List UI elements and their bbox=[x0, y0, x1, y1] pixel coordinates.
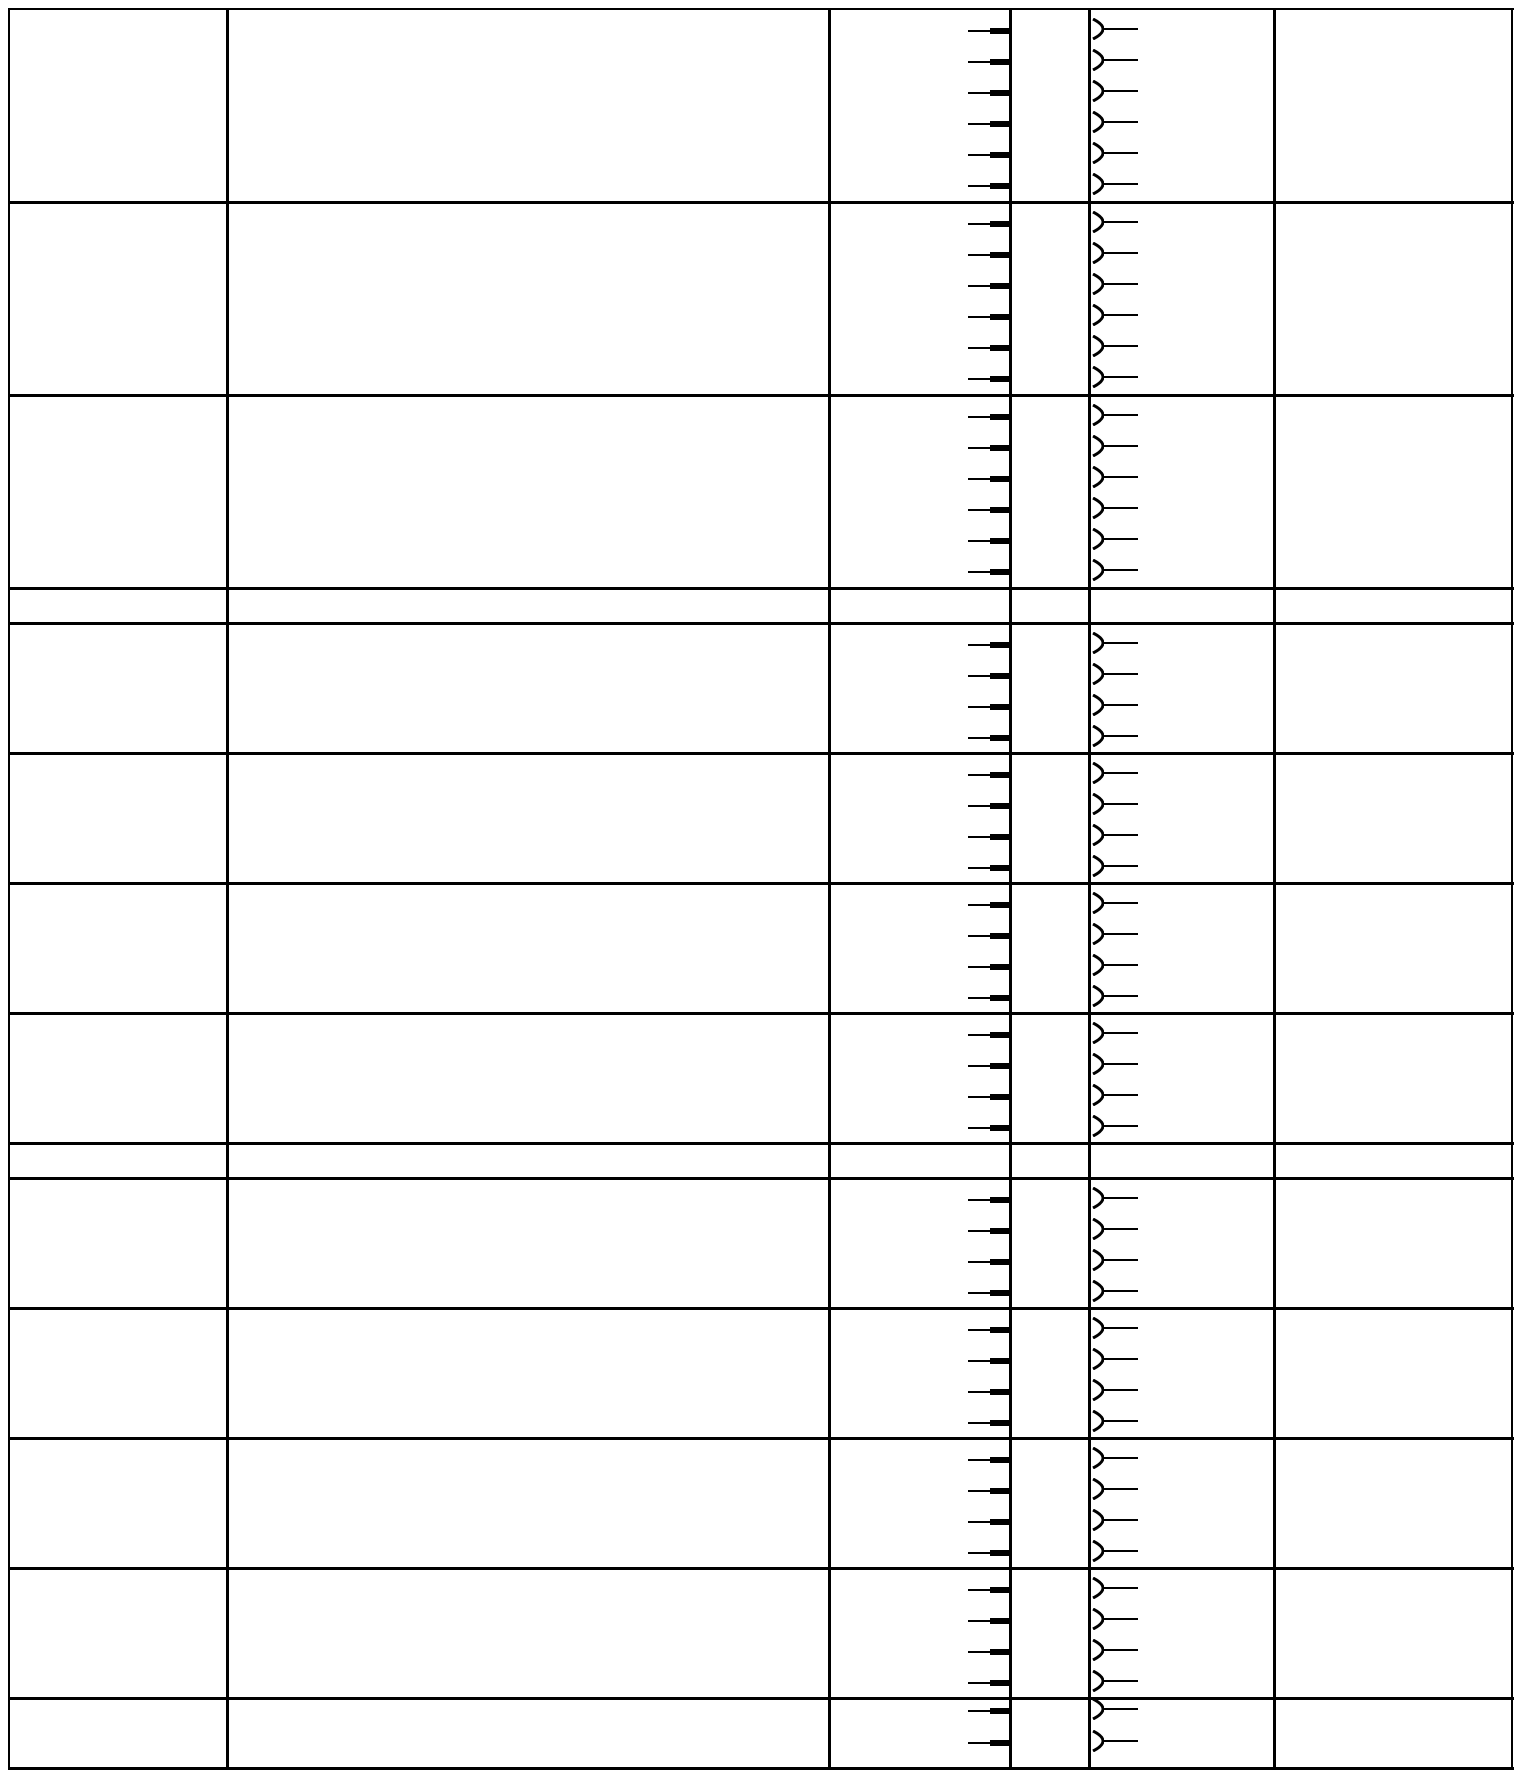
right-socket-icon bbox=[1092, 559, 1152, 585]
row-divider bbox=[8, 1437, 1514, 1440]
row-divider bbox=[8, 1767, 1514, 1770]
right-socket-icon bbox=[1092, 824, 1152, 850]
row-divider bbox=[8, 882, 1514, 885]
column-divider bbox=[8, 8, 10, 1770]
row-divider bbox=[8, 8, 1514, 10]
right-socket-icon bbox=[1092, 18, 1152, 44]
right-socket-icon bbox=[1092, 1084, 1152, 1110]
right-socket-icon bbox=[1092, 1187, 1152, 1213]
row-divider bbox=[8, 752, 1514, 755]
row-divider bbox=[8, 394, 1514, 397]
right-socket-icon bbox=[1092, 173, 1152, 199]
right-socket-icon bbox=[1092, 1608, 1152, 1634]
right-socket-icon bbox=[1092, 663, 1152, 689]
column-divider bbox=[1009, 8, 1012, 1770]
right-socket-icon bbox=[1092, 793, 1152, 819]
right-socket-icon bbox=[1092, 892, 1152, 918]
right-socket-icon bbox=[1092, 1218, 1152, 1244]
right-socket-icon bbox=[1092, 497, 1152, 523]
right-socket-icon bbox=[1092, 1478, 1152, 1504]
right-socket-icon bbox=[1092, 211, 1152, 237]
right-socket-icon bbox=[1092, 1577, 1152, 1603]
right-socket-icon bbox=[1092, 762, 1152, 788]
right-socket-icon bbox=[1092, 435, 1152, 461]
right-socket-icon bbox=[1092, 1639, 1152, 1665]
right-socket-icon bbox=[1092, 1540, 1152, 1566]
right-socket-icon bbox=[1092, 1249, 1152, 1275]
row-divider bbox=[8, 201, 1514, 204]
right-socket-icon bbox=[1092, 694, 1152, 720]
right-socket-icon bbox=[1092, 1348, 1152, 1374]
right-socket-icon bbox=[1092, 111, 1152, 137]
row-divider bbox=[8, 587, 1514, 590]
right-socket-icon bbox=[1092, 1022, 1152, 1048]
right-socket-icon bbox=[1092, 1447, 1152, 1473]
right-socket-icon bbox=[1092, 1053, 1152, 1079]
right-socket-icon bbox=[1092, 985, 1152, 1011]
column-divider bbox=[828, 8, 831, 1770]
right-socket-icon bbox=[1092, 923, 1152, 949]
right-socket-icon bbox=[1092, 1280, 1152, 1306]
row-divider bbox=[8, 1567, 1514, 1570]
right-socket-icon bbox=[1092, 528, 1152, 554]
right-socket-icon bbox=[1092, 1115, 1152, 1141]
right-socket-icon bbox=[1092, 632, 1152, 658]
column-divider bbox=[1088, 8, 1091, 1770]
connector-pinout-table bbox=[8, 8, 1514, 1770]
right-socket-icon bbox=[1092, 304, 1152, 330]
column-divider bbox=[1273, 8, 1276, 1770]
right-socket-icon bbox=[1092, 1698, 1152, 1724]
row-divider bbox=[8, 1177, 1514, 1180]
column-divider bbox=[226, 8, 229, 1770]
right-socket-icon bbox=[1092, 954, 1152, 980]
right-socket-icon bbox=[1092, 1410, 1152, 1436]
right-socket-icon bbox=[1092, 49, 1152, 75]
right-socket-icon bbox=[1092, 1379, 1152, 1405]
right-socket-icon bbox=[1092, 404, 1152, 430]
right-socket-icon bbox=[1092, 335, 1152, 361]
right-socket-icon bbox=[1092, 1670, 1152, 1696]
column-divider bbox=[1511, 8, 1513, 1770]
right-socket-icon bbox=[1092, 242, 1152, 268]
right-socket-icon bbox=[1092, 1730, 1152, 1756]
right-socket-icon bbox=[1092, 273, 1152, 299]
right-socket-icon bbox=[1092, 466, 1152, 492]
right-socket-icon bbox=[1092, 1317, 1152, 1343]
right-socket-icon bbox=[1092, 855, 1152, 881]
row-divider bbox=[8, 1307, 1514, 1310]
right-socket-icon bbox=[1092, 1509, 1152, 1535]
row-divider bbox=[8, 1142, 1514, 1145]
right-socket-icon bbox=[1092, 142, 1152, 168]
row-divider bbox=[8, 1697, 1514, 1700]
right-socket-icon bbox=[1092, 366, 1152, 392]
right-socket-icon bbox=[1092, 725, 1152, 751]
row-divider bbox=[8, 1012, 1514, 1015]
row-divider bbox=[8, 622, 1514, 625]
right-socket-icon bbox=[1092, 80, 1152, 106]
